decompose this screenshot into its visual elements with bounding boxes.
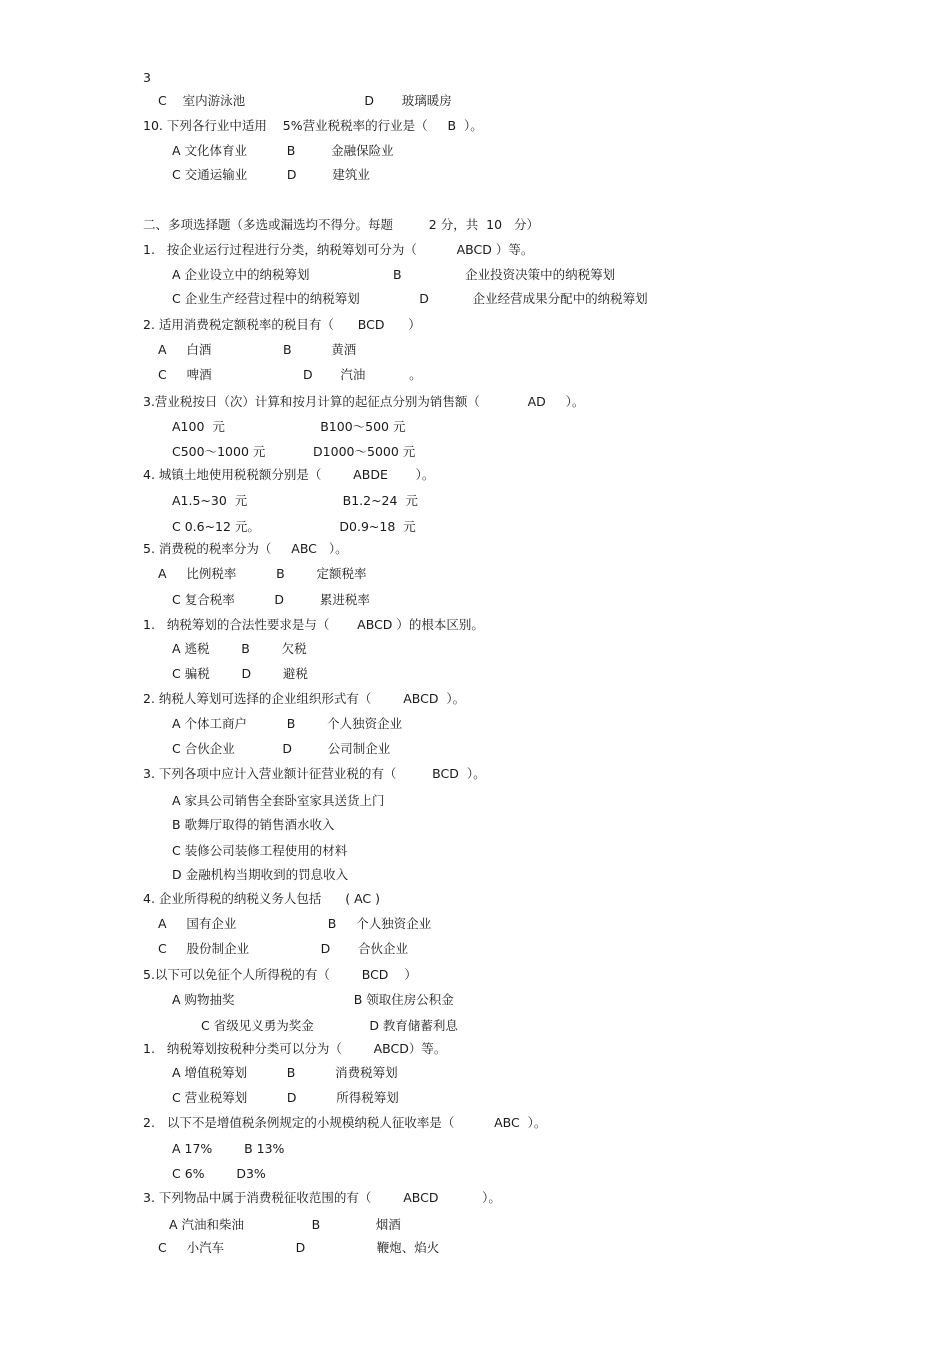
option-line: B 歌舞厅取得的销售酒水收入 (172, 817, 335, 832)
question-line: 10. 下列各行业中适用 5%营业税税率的行业是（ B ）。 (143, 118, 483, 133)
option-line: A 17% B 13% (172, 1141, 285, 1156)
option-line: C 省级见义勇为奖金 D 教育储蓄利息 (201, 1018, 458, 1033)
question-line: 2. 纳税人筹划可选择的企业组织形式有（ ABCD ）。 (143, 691, 466, 706)
question-line: 5.以下可以免征个人所得税的有（ BCD ） (143, 967, 417, 982)
question-line: 5. 消费税的税率分为（ ABC ）。 (143, 541, 348, 556)
question-line: 3. 下列物品中属于消费税征收范围的有（ ABCD ）。 (143, 1190, 501, 1205)
option-line: C 室内游泳池 D 玻璃暖房 (158, 93, 452, 108)
option-line: A1.5~30 元 B1.2~24 元 (172, 493, 418, 508)
option-line: C 合伙企业 D 公司制企业 (172, 741, 391, 756)
question-line: 2. 以下不是增值税条例规定的小规模纳税人征收率是（ ABC ）。 (143, 1115, 547, 1130)
option-line: C 小汽车 D 鞭炮、焰火 (158, 1240, 440, 1255)
question-line: 1. 纳税筹划按税种分类可以分为（ ABCD）等。 (143, 1041, 447, 1056)
question-line: 2. 适用消费税定额税率的税目有（ BCD ） (143, 317, 421, 332)
question-line: 4. 企业所得税的纳税义务人包括 ( AC ) (143, 891, 381, 906)
option-line: C500～1000 元 D1000～5000 元 (172, 444, 416, 459)
option-line: A100 元 B100～500 元 (172, 419, 406, 434)
option-line: A 白酒 B 黄酒 (158, 342, 357, 357)
option-line: C 营业税筹划 D 所得税筹划 (172, 1090, 399, 1105)
option-line: A 比例税率 B 定额税率 (158, 566, 367, 581)
option-line: A 汽油和柴油 B 烟酒 (169, 1217, 401, 1232)
option-line: A 增值税筹划 B 消费税筹划 (172, 1065, 398, 1080)
question-line: 3. 下列各项中应计入营业额计征营业税的有（ BCD ）。 (143, 766, 486, 781)
option-line: A 文化体育业 B 金融保险业 (172, 143, 394, 158)
section-heading: 二、多项选择题（多选或漏选均不得分。每题 2 分，共 10 分） (143, 217, 539, 232)
option-line: A 家具公司销售全套卧室家具送货上门 (172, 793, 385, 808)
option-line: A 个体工商户 B 个人独资企业 (172, 716, 403, 731)
question-line: 1. 按企业运行过程进行分类，纳税筹划可分为（ ABCD ）等。 (143, 242, 534, 257)
option-line: C 交通运输业 D 建筑业 (172, 167, 370, 182)
option-line: C 股份制企业 D 合伙企业 (158, 941, 409, 956)
option-line: C 6% D3% (172, 1166, 266, 1181)
option-line: C 装修公司装修工程使用的材料 (172, 843, 348, 858)
option-line: A 购物抽奖 B 领取住房公积金 (172, 992, 454, 1007)
option-line: C 啤酒 D 汽油 。 (158, 367, 422, 382)
option-line: C 企业生产经营过程中的纳税筹划 D 企业经营成果分配中的纳税筹划 (172, 291, 648, 306)
option-line: A 企业设立中的纳税筹划 B 企业投资决策中的纳税筹划 (172, 267, 616, 282)
option-line: D 金融机构当期收到的罚息收入 (172, 867, 349, 882)
question-line: 3.营业税按日（次）计算和按月计算的起征点分别为销售额（ AD ）。 (143, 394, 585, 409)
option-line: C 复合税率 D 累进税率 (172, 592, 370, 607)
option-line: C 0.6~12 元。 D0.9~18 元 (172, 519, 416, 534)
option-line: A 国有企业 B 个人独资企业 (158, 916, 432, 931)
option-line: C 骗税 D 避税 (172, 666, 308, 681)
page-number: 3 (143, 70, 151, 85)
question-line: 1. 纳税筹划的合法性要求是与（ ABCD ）的根本区别。 (143, 617, 484, 632)
option-line: A 逃税 B 欠税 (172, 641, 307, 656)
question-line: 4. 城镇土地使用税税额分别是（ ABDE ）。 (143, 467, 435, 482)
